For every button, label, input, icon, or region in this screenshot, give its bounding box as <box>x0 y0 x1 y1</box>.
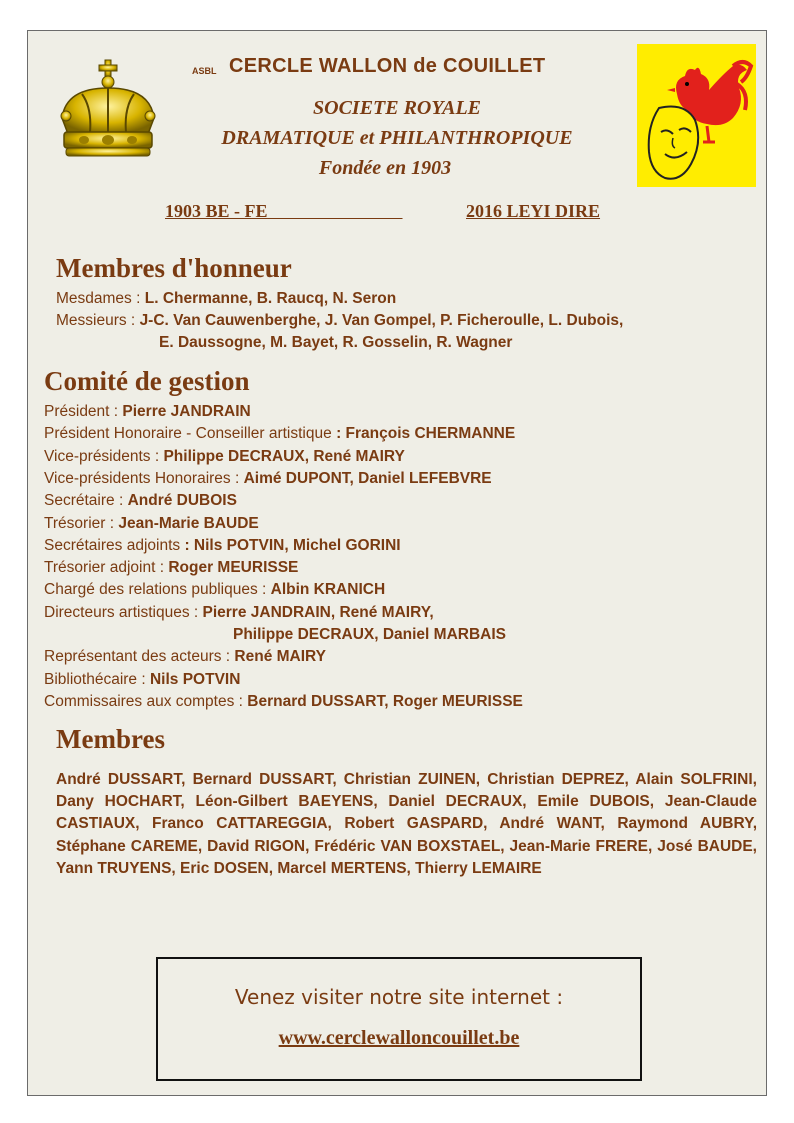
society-line-2: DRAMATIQUE et PHILANTHROPIQUE <box>221 127 573 149</box>
committee-role: Secrétaires adjoints <box>44 536 185 554</box>
society-line-1: SOCIETE ROYALE <box>313 97 481 119</box>
committee-role: Directeurs artistiques : <box>44 603 203 621</box>
asbl-label: ASBL <box>192 66 217 76</box>
year-right: 2016 LEYI DIRE <box>466 201 601 221</box>
committee-row <box>44 580 385 599</box>
members-title: Membres <box>56 724 165 754</box>
website-box <box>156 957 642 1081</box>
website-link[interactable]: www.cerclewalloncouillet.be <box>278 1027 520 1049</box>
committee-names: Jean-Marie BAUDE <box>118 514 259 532</box>
committee-row <box>44 447 405 466</box>
committee-row <box>233 625 506 644</box>
honour-gents: Messieurs : J-C. Van Cauwenberghe, J. Van Gompel, P. Ficheroulle, L. Dubois, <box>56 312 624 329</box>
committee-role: Trésorier adjoint : <box>44 559 169 577</box>
committee-role: Président Honoraire - Conseiller artistique <box>44 425 337 443</box>
year-left: 1903 BE - FE <box>165 201 268 221</box>
committee-row <box>44 603 434 622</box>
committee-names: Aimé DUPONT, Daniel LEFEBVRE <box>243 469 492 487</box>
committee-names: : François CHERMANNE <box>336 425 516 443</box>
committee-row <box>44 647 326 666</box>
committee-role: Chargé des relations publiques : <box>44 581 271 599</box>
honour-title: Membres d'honneur <box>56 253 292 283</box>
committee-names: Nils POTVIN <box>149 670 241 688</box>
committee-row <box>44 692 523 711</box>
founded-line: Fondée en 1903 <box>318 157 452 179</box>
club-name: CERCLE WALLON de COUILLET <box>229 55 546 77</box>
committee-names: Philippe DECRAUX, René MAIRY <box>163 447 405 465</box>
committee-role: Trésorier : <box>44 514 119 532</box>
committee-row <box>44 402 251 421</box>
honour-gents-cont: E. Daussogne, M. Bayet, R. Gosselin, R. Wagner <box>159 334 513 351</box>
committee-names: : Nils POTVIN, Michel GORINI <box>184 536 401 554</box>
committee-names: Pierre JANDRAIN, René MAIRY, <box>202 603 434 621</box>
committee-names: André DUBOIS <box>127 492 237 510</box>
committee-row <box>44 514 259 533</box>
committee-row <box>44 536 401 555</box>
committee-role: Vice-présidents Honoraires : <box>44 469 244 487</box>
committee-row <box>44 469 492 488</box>
committee-role: Représentant des acteurs : <box>44 648 235 666</box>
committee-names: Roger MEURISSE <box>168 559 299 577</box>
committee-row <box>44 491 237 510</box>
honour-ladies: Mesdames : L. Chermanne, B. Raucq, N. Seron <box>56 290 397 307</box>
committee-role: Président : <box>44 403 123 420</box>
committee-names: Pierre JANDRAIN <box>122 403 251 420</box>
committee-title: Comité de gestion <box>44 366 250 396</box>
committee-role: Bibliothécaire : <box>44 670 150 688</box>
visit-text: Venez visiter notre site internet : <box>234 985 564 1009</box>
members-list: André DUSSART, Bernard DUSSART, Christian ZUINEN, Christian DEPREZ, Alain SOLFRINI, Dany HOCHART, Léon-Gilbert BAEYENS, Daniel DECRAUX, Emile DUBOIS, Jean-Claude CASTIAUX, Franco CATTAREGGIA, Robert GASPARD, André WANT, Raymond AUBRY, Stéphane CAREME, David RIGON, Frédéric VAN BOXSTAEL, Jean-Marie FRERE, José BAUDE, Yann TRUYENS, Eric DOSEN, Marcel MERTENS, Thierry LEMAIRE <box>56 771 757 877</box>
committee-role: Secrétaire : <box>44 492 128 510</box>
committee-row <box>44 670 240 689</box>
committee-names: Philippe DECRAUX, Daniel MARBAIS <box>233 626 506 643</box>
committee-row <box>44 424 515 443</box>
committee-row <box>44 558 298 577</box>
committee-names: René MAIRY <box>234 648 326 666</box>
committee-names: Albin KRANICH <box>270 581 386 599</box>
committee-role: Vice-présidents : <box>44 447 164 465</box>
committee-role: Commissaires aux comptes : <box>44 692 248 710</box>
committee-names: Bernard DUSSART, Roger MEURISSE <box>247 692 523 710</box>
